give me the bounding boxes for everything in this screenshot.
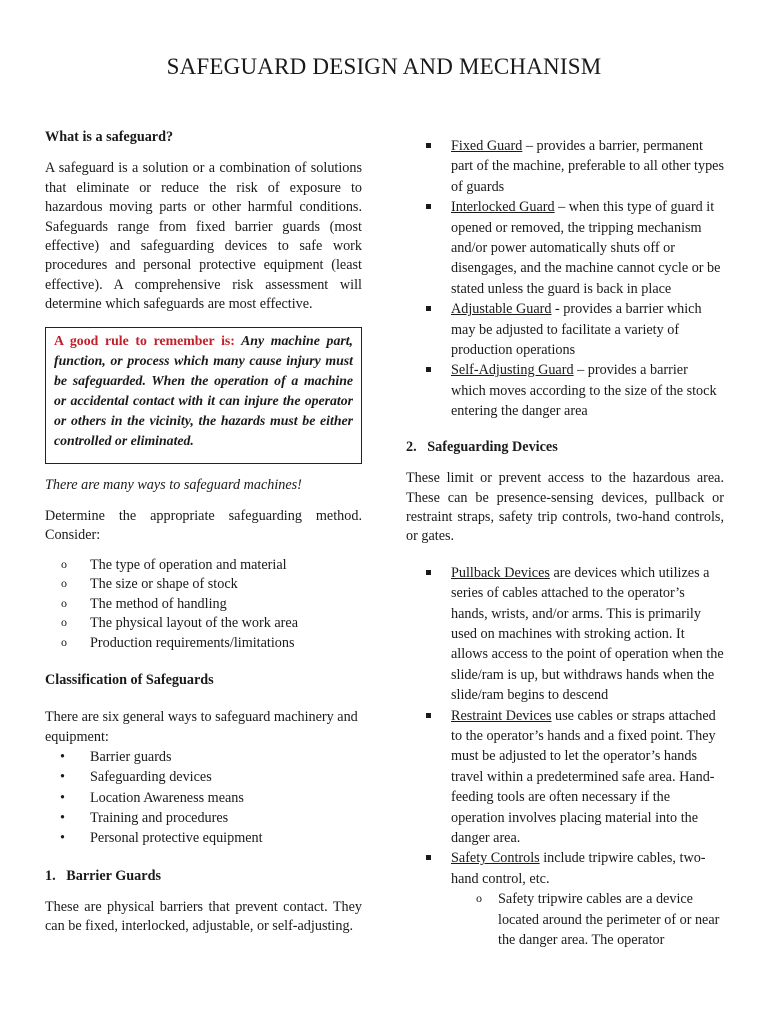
guard-desc: - provides a barrier which may be adjusted to facilitate a variety of production operations [451,301,702,359]
guard-types-list [406,136,724,422]
barrier-text: These are physical barriers that prevent contact. They can be fixed, interlocked, adjustable, or self-adjusting. [45,899,362,935]
list-item [406,848,724,889]
list-item: o The physical layout of the work area [45,614,362,633]
devices-text: These limit or prevent access to the hazardous area. These can be presence-sensing devices, pullback or restraint straps, safety trip controls, two-hand controls, or gates. [406,470,724,545]
guard-desc: – when this type of guard it opened or removed, the tripping mechanism and/or power automatically shuts off or disengages, and the machine cannot cycle or be stated unless the guard is back in place [451,199,721,297]
device-desc: include tripwire cables, two-hand control, etc. [451,850,706,887]
device-term: Safety Controls [451,850,540,867]
device-desc: use cables or straps attached to the operator’s hands and a fixed point. They must be adjusted to let the operator’s hands travel within a predetermined safe area. Hand-feeding tools are often necessary if the operation involves placing material into the danger area. [451,707,716,846]
what-heading: What is a safeguard? [45,129,174,145]
guard-desc: – provides a barrier, permanent part of the machine, preferable to all other types of guards [451,138,724,195]
safety-controls-sublist [406,889,724,950]
right-column [406,136,724,950]
barrier-heading: 1. Barrier Guards [45,867,161,884]
list-item: o Production requirements/limitations [45,634,362,653]
determine-text: Determine the appropriate safeguarding method. Consider: [45,508,362,544]
device-desc: are devices which utilizes a series of cables attached to the operator’s hands, wrists, and/or arms. This is primarily used on machines with stroking action. It allows access to the point of operation when the slide/ram is up, but withdraws hands when the slide/ram begins to descend [451,564,724,704]
list-item: o The size or shape of stock [45,575,362,594]
device-term: Pullback Devices [451,564,550,581]
consider-list [45,556,362,653]
list-item: • Barrier guards [45,747,362,767]
guard-term: Adjustable Guard [451,301,552,318]
list-item: o Safety tripwire cables are a device located around the perimeter of or near the danger area. The operator [406,889,724,950]
device-term: Restraint Devices [451,707,552,724]
ways-list [45,747,362,848]
rule-box [45,327,362,464]
list-item [406,136,724,197]
many-ways-text: There are many ways to safeguard machines! [45,476,302,493]
list-item: o The method of handling [45,595,362,614]
page-title: SAFEGUARD DESIGN AND MECHANISM [166,54,602,79]
list-item [406,563,724,706]
rule-lead: A good rule to remember is: [54,332,235,348]
guard-term: Interlocked Guard [451,199,555,216]
list-item: • Location Awareness means [45,788,362,808]
list-item [406,360,724,421]
guard-term: Fixed Guard [451,138,523,154]
list-item [406,706,724,849]
list-item: • Personal protective equipment [45,828,362,848]
guard-term: Self-Adjusting Guard [451,362,574,379]
devices-list [406,563,724,890]
list-item [406,299,724,360]
list-item: • Training and procedures [45,808,362,828]
list-item: • Safeguarding devices [45,767,362,787]
left-column [45,128,362,937]
intro-paragraph: A safeguard is a solution or a combination of solutions that eliminate or reduce the risk of exposure to hazardous moving parts or other harmful conditions. Safeguards range from fixed barrier guards (most effective) and safeguarding devices to safe work procedures and personal protective equipment (least effective). A comprehensive risk assessment will determine which safeguards are most effective. [45,160,362,313]
rule-text: Any machine part, function, or process which many cause injury must be safeguarded. When the operation of a machine or accidental contact with it can injure the operator or others in the vicinity, the hazards must be either controlled or eliminated. [54,332,354,448]
list-item: o The type of operation and material [45,556,362,575]
devices-heading: 2. Safeguarding Devices [406,438,558,455]
six-ways-text: There are six general ways to safeguard machinery and equipment: [45,709,358,745]
list-item [406,197,724,299]
guard-desc: – provides a barrier which moves according to the size of the stock entering the danger area [451,362,717,420]
classification-heading: Classification of Safeguards [45,671,214,688]
